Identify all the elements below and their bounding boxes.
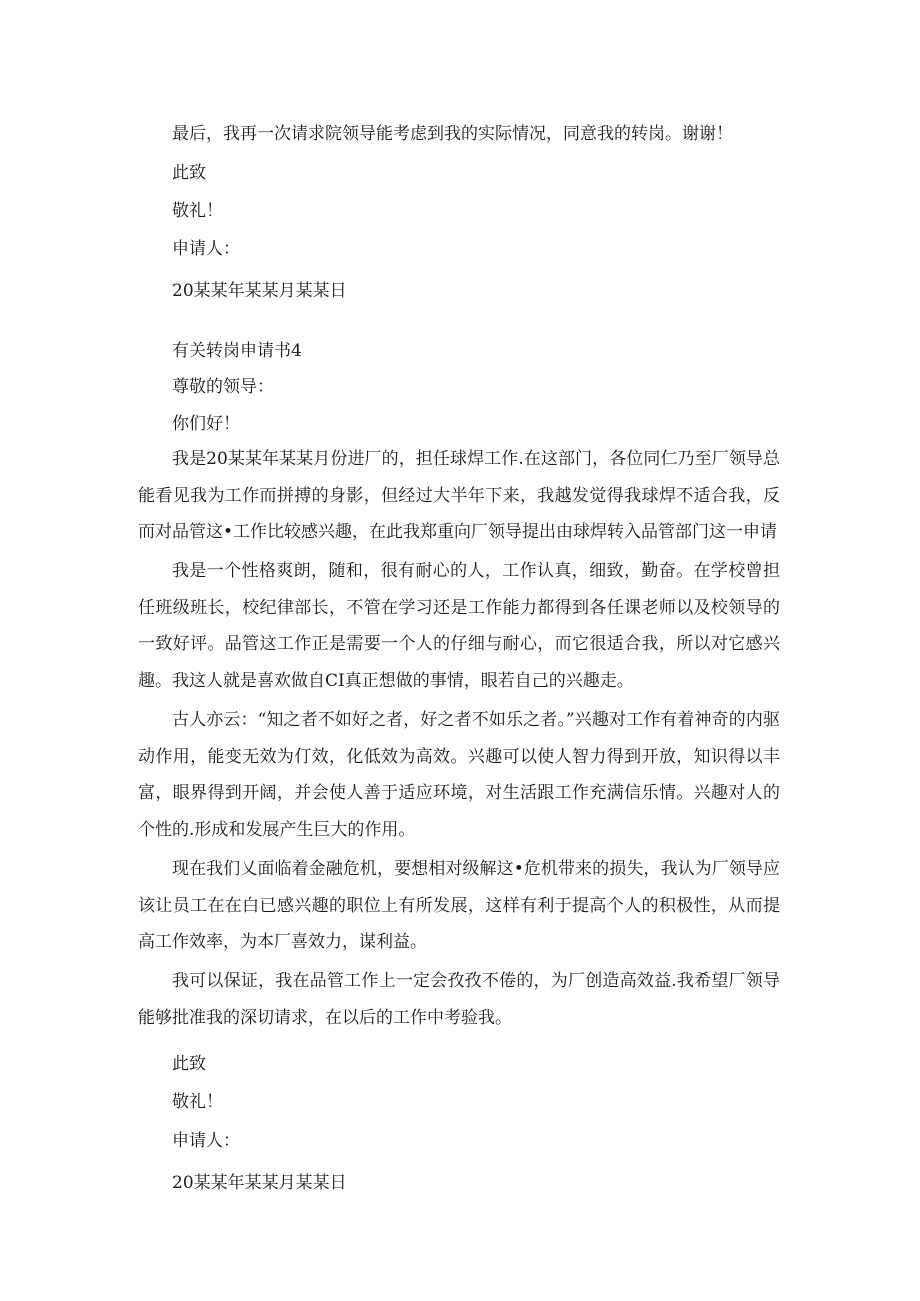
- body-paragraph: 古人亦云：“知之者不如好之者，好之者不如乐之者。”兴趣对工作有着神奇的内驱动作用，能变无效为仃效，化低效为高效。兴趣可以使人智力得到开放，知识得以丰富，眼界得到开阔，并会使人善于适应环境，对生活跟工作充满信乐情。兴趣对人的个性的.形成和发展产生巨大的作用。: [138, 710, 780, 840]
- closing-request-text: 最后，我再一次请求院领导能考虑到我的实际情况，同意我的转岗。谢谢！: [172, 124, 733, 144]
- date-line: 20某某年某某月某某日: [172, 1173, 347, 1193]
- applicant-label: 申请人：: [172, 239, 240, 259]
- body-paragraph: 我可以保证，我在品管工作上一定会孜孜不倦的，为厂创造高效益.我希望厂领导能够批准我的深切请求，在以后的工作中考验我。: [138, 971, 780, 1028]
- salutation-cizhi: 此致: [172, 1054, 206, 1074]
- salutation-cizhi: 此致: [172, 163, 206, 183]
- applicant-label: 申请人：: [172, 1131, 240, 1151]
- greeting: 你们好！: [172, 414, 240, 434]
- letter-title: 有关转岗申请书4: [172, 341, 302, 361]
- date-line: 20某某年某某月某某日: [172, 281, 347, 301]
- body-paragraph: 我是一个性格爽朗，随和，很有耐心的人，工作认真，细致，勤奋。在学校曾担任班级班长，校纪律部长，不管在学习还是工作能力都得到各任课老师以及校领导的一致好评。品管这工作正是需要一个人的仔细与耐心，而它很适合我，所以对它感兴趣。我这人就是喜欢做自CI真正想做的事情，眼若自己的兴趣走。: [138, 561, 780, 691]
- salutation-jingli: 敬礼！: [172, 1092, 223, 1112]
- body-paragraph: 现在我们乂面临着金融危机，要想相对级解这•危机带来的损失，我认为厂领导应该让员工在在白已感兴趣的职位上有所发展，这样有利于提高个人的积极性，从而提高工作效率，为本厂喜效力，谋利益。: [138, 859, 780, 952]
- salutation-jingli: 敬礼！: [172, 201, 223, 221]
- addressee: 尊敬的领导：: [172, 377, 274, 397]
- body-paragraph: 我是20某某年某某月份进厂的，担任球焊工作.在这部门，各位同仁乃至厂领导总能看见我为工作而拼搏的身影，但经过大半年下来，我越发觉得我球焊不适合我，反而对品管这•工作比较感兴趣，在此我郑重向厂领导提出由球焊转入品管部门这一申请: [138, 449, 780, 542]
